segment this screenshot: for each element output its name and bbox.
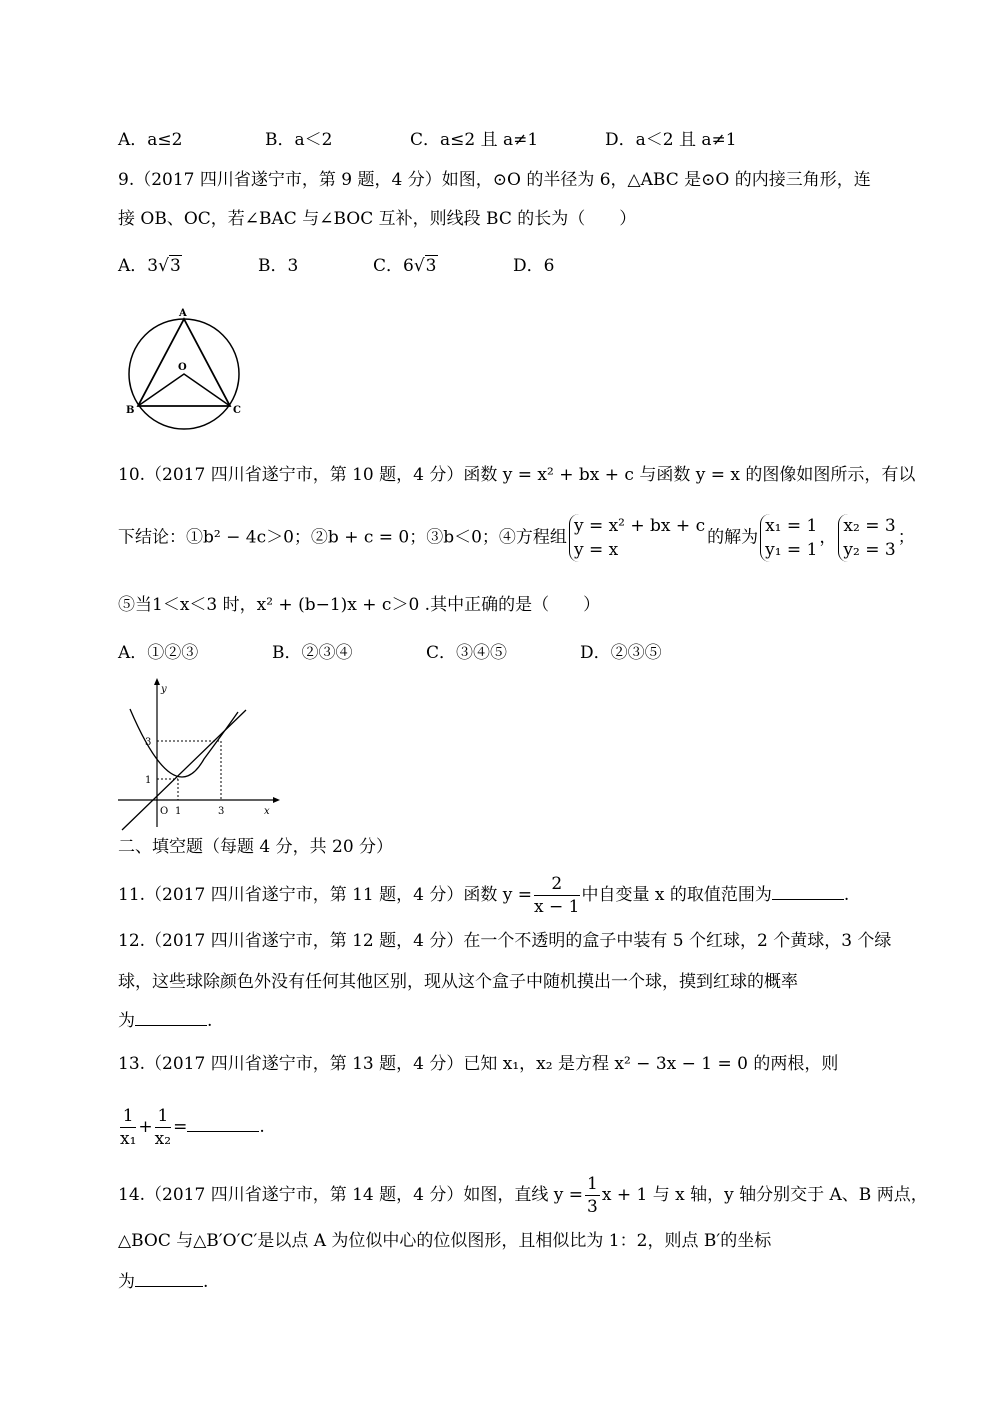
tick-x-3: 3 — [218, 806, 225, 817]
q10-option-b: B．②③④ — [272, 643, 353, 663]
x-axis-arrow — [273, 797, 280, 803]
tick-y-1: 1 — [145, 775, 152, 786]
q10-line-1: 10.（2017 四川省遂宁市，第 10 题，4 分）函数 y = x² + bx + c 与函数 y = x 的图像如图所示，有以 — [118, 465, 916, 485]
function-graph — [114, 672, 284, 832]
y-axis-arrow — [154, 678, 160, 685]
label-b: B — [126, 405, 135, 416]
q12-line-2: 球，这些球除颜色外没有任何其他区别，现从这个盒子中随机摸出一个球，摸到红球的概率 — [118, 972, 798, 992]
q11-answer-blank[interactable] — [772, 885, 844, 900]
q8-option-a: A．a≤2 — [118, 130, 183, 150]
q13-line-2: $\frac{1}{\text{x₁}}$ + $\frac{1}{\text{x₂}}$ = . — [120, 1106, 265, 1149]
origin-label: O — [160, 806, 169, 817]
label-o: O — [178, 362, 187, 373]
tick-y-3: 3 — [145, 737, 152, 748]
label-c: C — [233, 405, 241, 416]
q8-option-b: B．a＜2 — [265, 130, 333, 150]
q10-line-3: ⑤当1＜x＜3 时，x² + (b−1)x + c＞0 .其中正确的是（ ） — [118, 595, 601, 615]
y-axis-label: y — [161, 684, 167, 695]
q12-line-1: 12.（2017 四川省遂宁市，第 12 题，4 分）在一个不透明的盒子中装有 5 个红球，2 个黄球，3 个绿 — [118, 931, 892, 951]
label-a: A — [179, 308, 187, 319]
q10-option-c: C．③④⑤ — [426, 643, 508, 663]
q12-answer-blank[interactable] — [135, 1011, 207, 1026]
q9-option-a: A．3√3 — [118, 256, 181, 276]
q12-line-3: 为 . — [118, 1011, 213, 1031]
q14-line-1: 14.（2017 四川省遂宁市，第 14 题，4 分）如图，直线 y = $\frac{1}{3}$ x + 1 与 x 轴，y 轴分别交于 A、B 两点， — [118, 1174, 928, 1217]
q9-option-b: B．3 — [258, 256, 299, 276]
q11: 11.（2017 四川省遂宁市，第 11 题，4 分）函数 y = $\frac{2}{x - 1}$ 中自变量 x 的取值范围为 . — [118, 874, 850, 917]
tick-x-1: 1 — [175, 806, 182, 817]
q14-answer-blank[interactable] — [135, 1272, 203, 1287]
q10-option-d: D．②③⑤ — [580, 643, 662, 663]
q9-option-c: C．6√3 — [373, 256, 437, 276]
q10-line-2: 下结论：①b² − 4c＞0；②b + c = 0；③b＜0；④方程组 y = x² + bx + c y = x 的解为 x₁ = 1 y₁ = 1 ， x₂ = 3 y₂ = 3 ； — [118, 516, 915, 560]
q8-option-d: D．a＜2 且 a≠1 — [605, 130, 737, 150]
q8-option-c: C．a≤2 且 a≠1 — [410, 130, 539, 150]
q14-line-3: 为 . — [118, 1272, 209, 1292]
q13-line-1: 13.（2017 四川省遂宁市，第 13 题，4 分）已知 x₁，x₂ 是方程 x² − 3x − 1 = 0 的两根，则 — [118, 1054, 839, 1074]
q10-option-a: A．①②③ — [118, 643, 199, 663]
q13-answer-blank[interactable] — [187, 1117, 259, 1132]
q9-line-2: 接 OB、OC，若∠BAC 与∠BOC 互补，则线段 BC 的长为（ ） — [118, 209, 637, 229]
section-2-heading: 二、填空题（每题 4 分，共 20 分） — [118, 837, 394, 857]
circle-triangle-figure — [118, 300, 258, 430]
q9-option-d: D．6 — [513, 256, 555, 276]
q9-line-1: 9.（2017 四川省遂宁市，第 9 题，4 分）如图，⊙O 的半径为 6，△ABC 是⊙O 的内接三角形，连 — [118, 170, 871, 190]
x-axis-label: x — [264, 806, 270, 817]
q14-line-2: △BOC 与△B′O′C′是以点 A 为位似中心的位似图形，且相似比为 1：2，则点 B′的坐标 — [118, 1231, 772, 1251]
